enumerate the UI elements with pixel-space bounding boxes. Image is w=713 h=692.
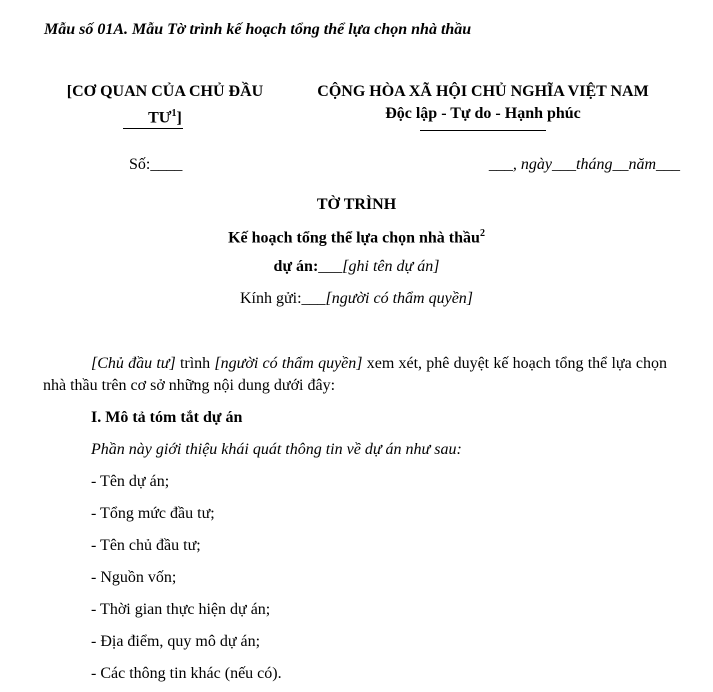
recipient-label: Kính gửi: — [239, 290, 302, 307]
list-item: - Các thông tin khác (nếu có). — [91, 665, 282, 682]
document-title: TỜ TRÌNH — [316, 196, 397, 213]
list-item: - Tổng mức đầu tư; — [91, 505, 215, 522]
agency-footnote-ref[interactable]: 1 — [171, 108, 177, 119]
intro-paragraph — [43, 353, 667, 397]
intro-authority: [người có thẩm quyền] — [214, 355, 363, 372]
list-item: - Nguồn vốn; — [91, 569, 177, 586]
subtitle-footnote-ref[interactable]: 2 — [479, 228, 485, 239]
project-line — [0, 258, 713, 276]
project-label: dự án: — [273, 258, 319, 275]
nation-name: CỘNG HÒA XÃ HỘI CHỦ NGHĨA VIỆT NAM — [317, 83, 649, 100]
document-subtitle — [0, 228, 713, 247]
document-date: ___, ngày___tháng__năm___ — [488, 156, 680, 173]
agency-line2-end: ] — [176, 109, 182, 127]
list-item: - Tên chủ đầu tư; — [91, 537, 201, 554]
motto-underline — [420, 130, 546, 131]
document-number: Số:____ — [129, 156, 183, 173]
section-description: Phần này giới thiệu khái quát thông tin về dự án như sau: — [91, 441, 462, 458]
agency-line1: [CƠ QUAN CỦA CHỦ ĐẦU — [66, 83, 264, 100]
intro-investor: [Chủ đầu tư] — [91, 355, 176, 372]
intro-verb: trình — [175, 355, 215, 372]
project-blank: ___ — [318, 258, 343, 275]
project-value: [ghi tên dự án] — [342, 258, 440, 275]
agency-underline — [123, 128, 183, 129]
list-item: - Tên dự án; — [91, 473, 170, 490]
recipient-value: [người có thẩm quyền] — [325, 290, 474, 307]
recipient-line — [0, 290, 713, 308]
recipient-blank: ___ — [301, 290, 326, 307]
form-title: Mẫu số 01A. Mẫu Tờ trình kế hoạch tổng thể lựa chọn nhà thầu — [44, 21, 472, 38]
nation-motto: Độc lập - Tự do - Hạnh phúc — [385, 105, 581, 122]
list-item: - Địa điểm, quy mô dự án; — [91, 633, 261, 650]
national-header — [300, 81, 666, 125]
agency-name — [40, 81, 290, 129]
agency-line2: TƯ — [148, 109, 172, 127]
intro-rest: xem xét, phê duyệt kế hoạch tổng thể lựa chọn nhà thầu trên cơ sở những nội dung dưới đây: — [43, 355, 668, 394]
subtitle-text: Kế hoạch tổng thể lựa chọn nhà thầu — [228, 229, 480, 247]
list-item: - Thời gian thực hiện dự án; — [91, 601, 271, 618]
section-heading: I. Mô tả tóm tắt dự án — [91, 409, 243, 426]
